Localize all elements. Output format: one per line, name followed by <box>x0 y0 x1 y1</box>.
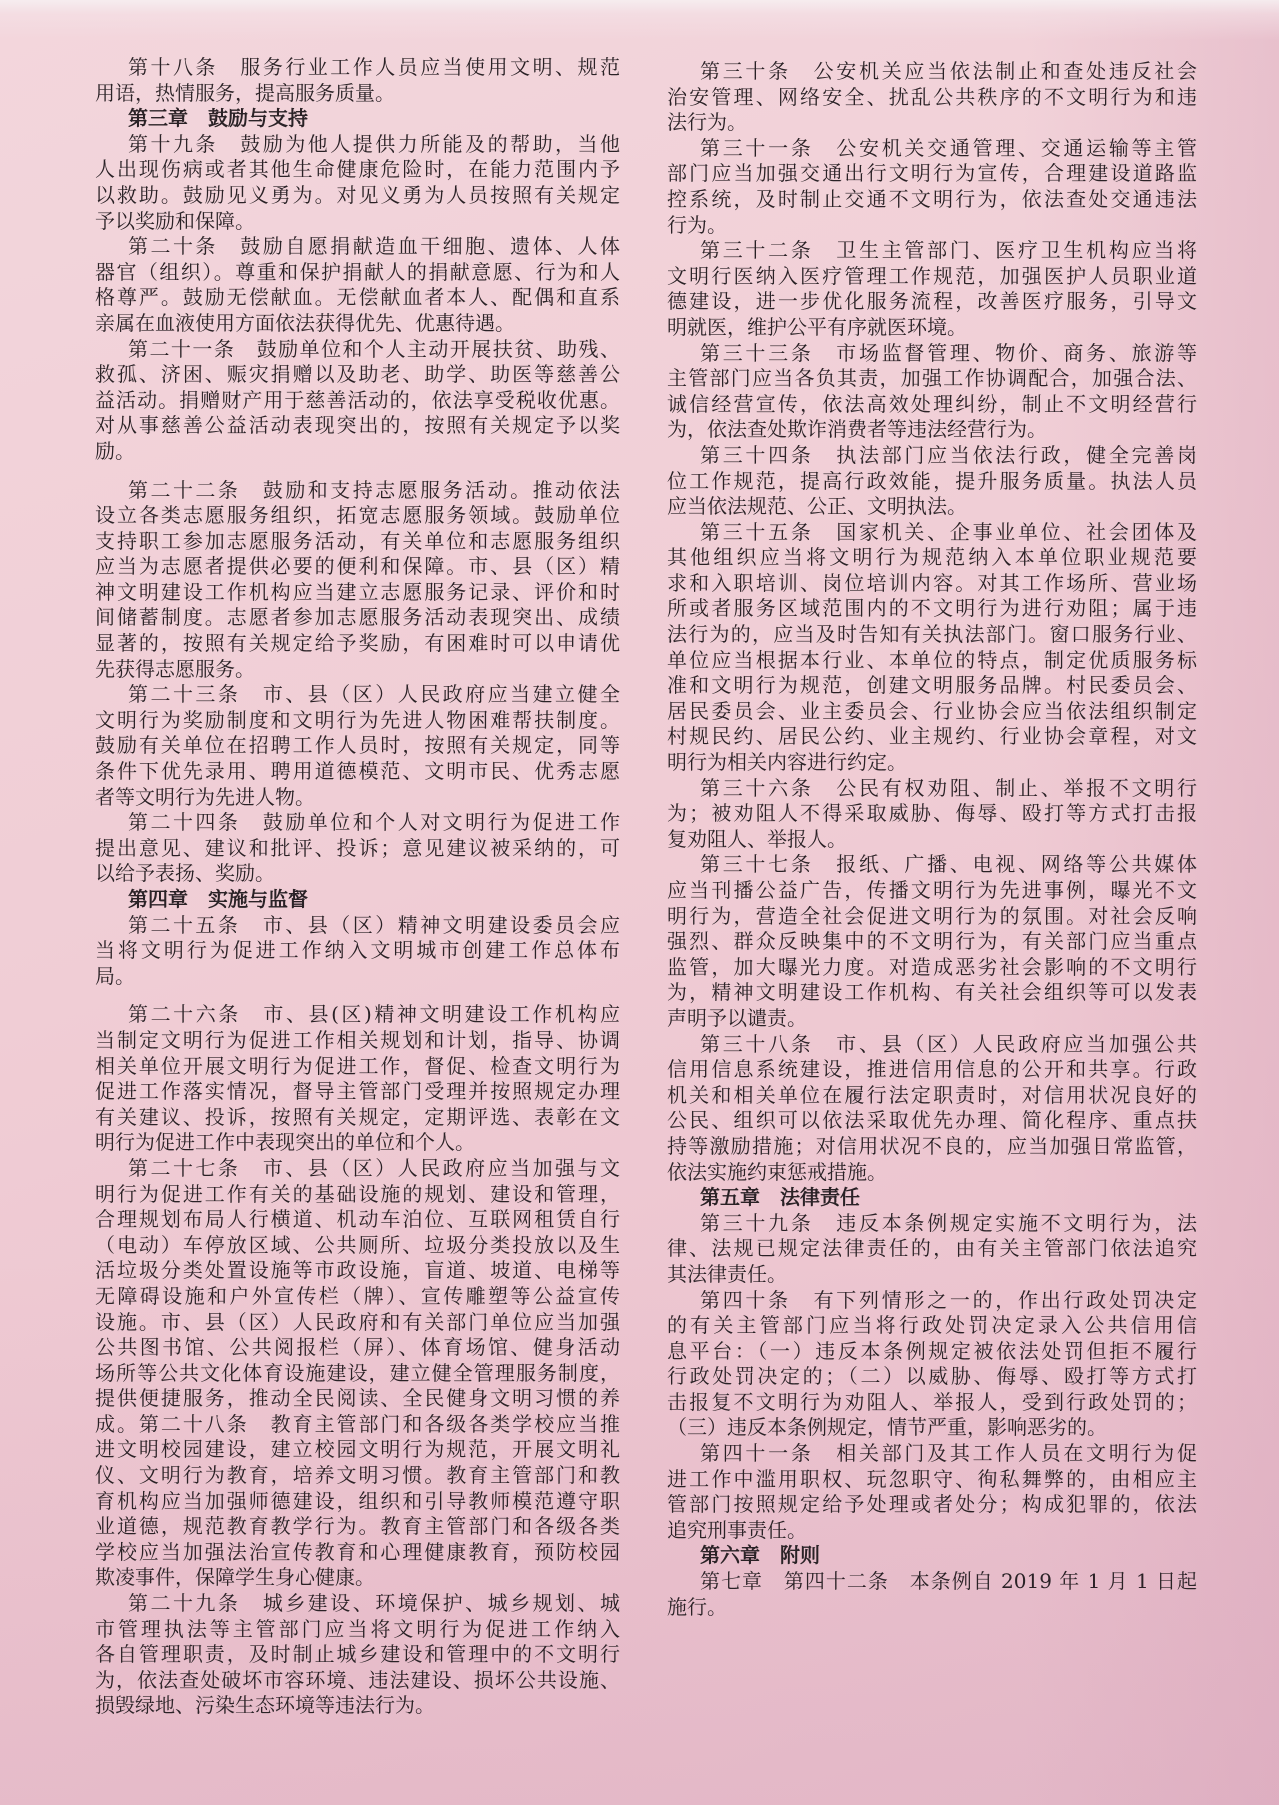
text-line: 第三十七条 报纸、广播、电视、网络等公共媒体 <box>700 852 1197 877</box>
text-line: 的有关主管部门应当将行政处罚决定录入公共信用信 <box>667 1313 1197 1338</box>
chapter-heading-text: 第三章 鼓励与支持 <box>128 106 308 131</box>
text-line: 以救助。鼓励见义勇为。对见义勇为人员按照有关规定 <box>95 182 620 207</box>
text-line: 予以奖励和保障。 <box>95 208 255 233</box>
text-line: 第三十八条 市、县（区）人民政府应当加强公共 <box>700 1031 1197 1056</box>
text-line: 仪、文明行为教育，培养文明习惯。教育主管部门和教 <box>95 1463 620 1488</box>
text-line: 支持职工参加志愿服务活动，有关单位和志愿服务组织 <box>95 528 620 553</box>
chapter-heading <box>667 1543 1197 1569</box>
text-line: 第二十九条 城乡建设、环境保护、城乡规划、城 <box>128 1591 620 1616</box>
text-line: 第三十四条 执法部门应当依法行政，健全完善岗 <box>700 442 1197 467</box>
text-line: 公共图书馆、公共阅报栏（屏）、体育场馆、健身活动 <box>95 1335 620 1360</box>
text-line: 育机构应当加强师德建设，组织和引导教师模范遵守职 <box>95 1488 620 1513</box>
text-line: 明行为相关内容进行约定。 <box>667 750 907 775</box>
text-line: 单位应当根据本行业、本单位的特点，制定优质服务标 <box>667 647 1197 672</box>
text-line: 主管部门应当各负其责，加强工作协调配合，加强合法、 <box>667 366 1197 391</box>
text-line: 损毁绿地、污染生态环境等违法行为。 <box>95 1693 435 1718</box>
text-line: 机关和相关单位在履行法定职责时，对信用状况良好的 <box>667 1082 1197 1107</box>
text-line: 对从事慈善公益活动表现突出的，按照有关规定予以奖 <box>95 413 620 438</box>
text-line: 显著的，按照有关规定给予奖励，有困难时可以申请优 <box>95 631 620 656</box>
text-line: 第三十二条 卫生主管部门、医疗卫生机构应当将 <box>700 238 1197 263</box>
text-line: 第二十一条 鼓励单位和个人主动开展扶贫、助残、 <box>128 336 620 361</box>
text-line: 居民委员会、业主委员会、行业协会应当依法组织制定 <box>667 698 1197 723</box>
text-line: 为，精神文明建设工作机构、有关社会组织等可以发表 <box>667 980 1197 1005</box>
text-line: 复劝阻人、举报人。 <box>667 826 847 851</box>
text-line: 先获得志愿服务。 <box>95 656 255 681</box>
text-line: 益活动。捐赠财产用于慈善活动的，依法享受税收优惠。 <box>95 387 620 412</box>
chapter-heading <box>667 1185 1197 1211</box>
text-line: 救孤、济困、赈灾捐赠以及助老、助学、助医等慈善公 <box>95 362 620 387</box>
text-line: 第三十五条 国家机关、企事业单位、社会团体及 <box>700 519 1197 544</box>
text-line: 用语，热情服务，提高服务质量。 <box>95 80 395 105</box>
text-line: 第七章 第四十二条 本条例自 2019 年 1 月 1 日起 <box>700 1569 1197 1594</box>
article-paragraph <box>667 776 1197 853</box>
text-line: 所或者服务区域范围内的不文明行为进行劝阻；属于违 <box>667 596 1197 621</box>
text-line: 当制定文明行为促进工作相关规划和计划，指导、协调 <box>95 1027 620 1052</box>
text-line: 第三十三条 市场监督管理、物价、商务、旅游等 <box>700 340 1197 365</box>
text-line: 神文明建设工作机构应当建立志愿服务记录、评价和时 <box>95 579 620 604</box>
text-line: 第四十条 有下列情形之一的，作出行政处罚决定 <box>700 1287 1197 1312</box>
text-line: 位工作规范，提高行政效能，提升服务质量。执法人员 <box>667 468 1197 493</box>
chapter-heading-text: 第四章 实施与监督 <box>128 887 308 911</box>
article-paragraph <box>667 1032 1197 1186</box>
article-paragraph <box>667 1569 1197 1620</box>
text-line: 格尊严。鼓励无偿献血。无偿献血者本人、配偶和直系 <box>95 285 620 310</box>
text-line: 第二十四条 鼓励单位和个人对文明行为促进工作 <box>128 810 620 835</box>
text-line: 村规民约、居民公约、业主规约、行业协会章程，对文 <box>667 724 1197 749</box>
text-line: 行政处罚决定的；（二）以威胁、侮辱、殴打等方式打 <box>667 1364 1197 1389</box>
text-line: 欺凌事件，保障学生身心健康。 <box>95 1565 375 1590</box>
text-line: 亲属在血液使用方面依法获得优先、优惠待遇。 <box>95 310 515 335</box>
article-paragraph <box>667 1441 1197 1543</box>
text-line: 局。 <box>95 963 135 988</box>
text-line: 施行。 <box>667 1594 727 1619</box>
text-line: 为，依法查处破坏市容环境、违法建设、损坏公共设施、 <box>95 1667 620 1692</box>
article-paragraph <box>95 913 620 990</box>
text-line: 依法实施约束惩戒措施。 <box>667 1159 887 1184</box>
article-paragraph <box>95 1156 620 1591</box>
text-line: 促进工作落实情况，督导主管部门受理并按照规定办理 <box>95 1079 620 1104</box>
article-paragraph <box>95 1591 620 1719</box>
text-line: 强烈、群众反映集中的不文明行为，有关部门应当重点 <box>667 929 1197 954</box>
text-line: 有关建议、投诉，按照有关规定，定期评选、表彰在文 <box>95 1104 620 1129</box>
text-line: 明就医，维护公平有序就医环境。 <box>667 314 967 339</box>
article-paragraph <box>95 55 620 106</box>
text-line: 应当为志愿者提供必要的便利和保障。市、县（区）精 <box>95 554 620 579</box>
text-line: 其法律责任。 <box>667 1261 787 1286</box>
text-line: 合理规划布局人行横道、机动车泊位、互联网租赁自行 <box>95 1207 620 1232</box>
text-line: 准和文明行为规范，创建文明服务品牌。村民委员会、 <box>667 673 1197 698</box>
text-line: 励。 <box>95 438 135 463</box>
article-paragraph <box>95 810 620 887</box>
chapter-heading <box>95 887 620 913</box>
text-line: 业道德，规范教育教学行为。教育主管部门和各级各类 <box>95 1514 620 1539</box>
text-line: 各自管理职责，及时制止城乡建设和管理中的不文明行 <box>95 1642 620 1667</box>
text-line: 第三十一条 公安机关交通管理、交通运输等主管 <box>700 135 1197 160</box>
text-line: 第二十七条 市、县（区）人民政府应当加强与文 <box>128 1155 620 1180</box>
text-line: 当将文明行为促进工作纳入文明城市创建工作总体布 <box>95 938 620 963</box>
text-line: 文明行为奖励制度和文明行为先进人物困难帮扶制度。 <box>95 707 620 732</box>
article-paragraph <box>667 520 1197 776</box>
text-line: 第二十五条 市、县（区）精神文明建设委员会应 <box>128 912 620 937</box>
text-line: 应当刊播公益广告，传播文明行为先进事例，曝光不文 <box>667 878 1197 902</box>
chapter-heading <box>95 106 620 132</box>
text-line: 器官（组织）。尊重和保护捐献人的捐献意愿、行为和人 <box>95 259 620 284</box>
text-line: 息平台：（一）违反本条例规定被依法处罚但拒不履行 <box>667 1338 1197 1363</box>
text-line: 律、法规已规定法律责任的，由有关主管部门依法追究 <box>667 1236 1197 1261</box>
text-line: 声明予以谴责。 <box>667 1005 807 1030</box>
text-line: 文明行医纳入医疗管理工作规范，加强医护人员职业道 <box>667 263 1197 288</box>
text-line: 法行为。 <box>667 110 747 135</box>
text-line: 第三十九条 违反本条例规定实施不文明行为，法 <box>700 1210 1197 1235</box>
text-line: 市管理执法等主管部门应当将文明行为促进工作纳入 <box>95 1616 620 1641</box>
text-line: 第二十三条 市、县（区）人民政府应当建立健全 <box>128 682 620 707</box>
text-line: 求和入职培训、岗位培训内容。对其工作场所、营业场 <box>667 570 1197 595</box>
text-line: 人出现伤病或者其他生命健康危险时，在能力范围内予 <box>95 157 620 182</box>
article-paragraph <box>667 1288 1197 1442</box>
text-line: 追究刑事责任。 <box>667 1517 807 1542</box>
left-column <box>95 55 620 1719</box>
article-paragraph <box>667 136 1197 238</box>
article-paragraph <box>667 443 1197 520</box>
text-line: 明行为促进工作中表现突出的单位和个人。 <box>95 1130 475 1155</box>
text-line: 部门应当加强交通出行文明行为宣传，合理建设道路监 <box>667 161 1197 186</box>
text-line: 第四十一条 相关部门及其工作人员在文明行为促 <box>700 1441 1197 1466</box>
text-line: 明行为，营造全社会促进文明行为的氛围。对社会反响 <box>667 903 1197 928</box>
text-line: 应当依法规范、公正、文明执法。 <box>667 494 967 519</box>
text-line: 监管，加大曝光力度。对造成恶劣社会影响的不文明行 <box>667 954 1197 979</box>
text-line: 条件下优先录用、聘用道德模范、文明市民、优秀志愿 <box>95 759 620 784</box>
text-line: 第十八条 服务行业工作人员应当使用文明、规范 <box>128 55 620 79</box>
article-paragraph <box>667 341 1197 443</box>
article-paragraph <box>667 1211 1197 1288</box>
text-line: 管部门按照规定给予处理或者处分；构成犯罪的，依法 <box>667 1492 1197 1517</box>
text-line: （三）违反本条例规定，情节严重，影响恶劣的。 <box>667 1415 1107 1440</box>
text-line: 为；被劝阻人不得采取威胁、侮辱、殴打等方式打击报 <box>667 801 1197 826</box>
text-line: 行为。 <box>667 212 727 237</box>
text-line: 第二十二条 鼓励和支持志愿服务活动。推动依法 <box>128 477 620 502</box>
chapter-heading-text: 第五章 法律责任 <box>700 1185 860 1210</box>
text-line: 第三十条 公安机关应当依法制止和查处违反社会 <box>700 59 1197 83</box>
text-line: 成。第二十八条 教育主管部门和各级各类学校应当推 <box>95 1411 620 1436</box>
text-line: 第二十条 鼓励自愿捐献造血干细胞、遗体、人体 <box>128 234 620 259</box>
text-line: 鼓励有关单位在招聘工作人员时，按照有关规定，同等 <box>95 733 620 758</box>
article-paragraph <box>95 478 620 683</box>
text-line: 设立各类志愿服务组织，拓宽志愿服务领域。鼓励单位 <box>95 503 620 528</box>
text-line: 间储蓄制度。志愿者参加志愿服务活动表现突出、成绩 <box>95 605 620 630</box>
text-line: 第十九条 鼓励为他人提供力所能及的帮助，当他 <box>128 131 620 156</box>
text-line: 持等激励措施；对信用状况不良的，应当加强日常监管， <box>667 1133 1197 1158</box>
right-column <box>667 59 1197 1620</box>
text-line: 进文明校园建设，建立校园文明行为规范，开展文明礼 <box>95 1437 620 1462</box>
text-line: 击报复不文明行为劝阻人、举报人，受到行政处罚的； <box>667 1389 1197 1414</box>
text-line: 第三十六条 公民有权劝阻、制止、举报不文明行 <box>700 775 1197 800</box>
article-paragraph <box>95 234 620 336</box>
article-paragraph <box>667 852 1197 1031</box>
text-line: 进工作中滥用职权、玩忽职守、徇私舞弊的，由相应主 <box>667 1466 1197 1491</box>
article-paragraph <box>95 682 620 810</box>
text-line: 其他组织应当将文明行为规范纳入本单位职业规范要 <box>667 545 1197 570</box>
text-line: 者等文明行为先进人物。 <box>95 784 315 809</box>
text-line: 治安管理、网络安全、扰乱公共秩序的不文明行为和违 <box>667 84 1197 109</box>
text-line: 为，依法查处欺诈消费者等违法经营行为。 <box>667 417 1047 442</box>
article-paragraph <box>95 337 620 465</box>
chapter-heading-text: 第六章 附则 <box>700 1543 820 1568</box>
article-paragraph <box>95 132 620 234</box>
article-paragraph <box>667 238 1197 340</box>
text-line: （电动）车停放区域、公共厕所、垃圾分类投放以及生 <box>95 1232 620 1257</box>
text-line: 场所等公共文化体育设施建设，建立健全管理服务制度， <box>95 1360 620 1385</box>
text-line: 明行为促进工作有关的基础设施的规划、建设和管理， <box>95 1181 620 1206</box>
text-line: 设施。市、县（区）人民政府和有关部门单位应当加强 <box>95 1309 620 1334</box>
text-line: 德建设，进一步优化服务流程，改善医疗服务，引导文 <box>667 289 1197 314</box>
text-line: 相关单位开展文明行为促进工作，督促、检查文明行为 <box>95 1053 620 1078</box>
text-line: 诚信经营宣传，依法高效处理纠纷，制止不文明经营行 <box>667 391 1197 416</box>
article-paragraph <box>95 1002 620 1156</box>
text-line: 以给予表扬、奖励。 <box>95 861 275 886</box>
text-line: 活垃圾分类处置设施等市政设施，盲道、坡道、电梯等 <box>95 1258 620 1283</box>
text-line: 无障碍设施和户外宣传栏（牌）、宣传雕塑等公益宣传 <box>95 1283 620 1308</box>
text-line: 学校应当加强法治宣传教育和心理健康教育，预防校园 <box>95 1539 620 1564</box>
text-line: 信用信息系统建设，推进信用信息的公开和共享。行政 <box>667 1057 1197 1082</box>
text-line: 提供便捷服务，推动全民阅读、全民健身文明习惯的养 <box>95 1386 620 1411</box>
text-line: 控系统，及时制止交通不文明行为，依法查处交通违法 <box>667 186 1197 211</box>
text-line: 提出意见、建议和批评、投诉；意见建议被采纳的，可 <box>95 835 620 860</box>
text-line: 法行为的，应当及时告知有关执法部门。窗口服务行业、 <box>667 622 1197 647</box>
text-line: 第二十六条 市、县(区)精神文明建设工作机构应 <box>128 1002 620 1027</box>
article-paragraph <box>667 59 1197 136</box>
text-line: 公民、组织可以依法采取优先办理、简化程序、重点扶 <box>667 1108 1197 1133</box>
